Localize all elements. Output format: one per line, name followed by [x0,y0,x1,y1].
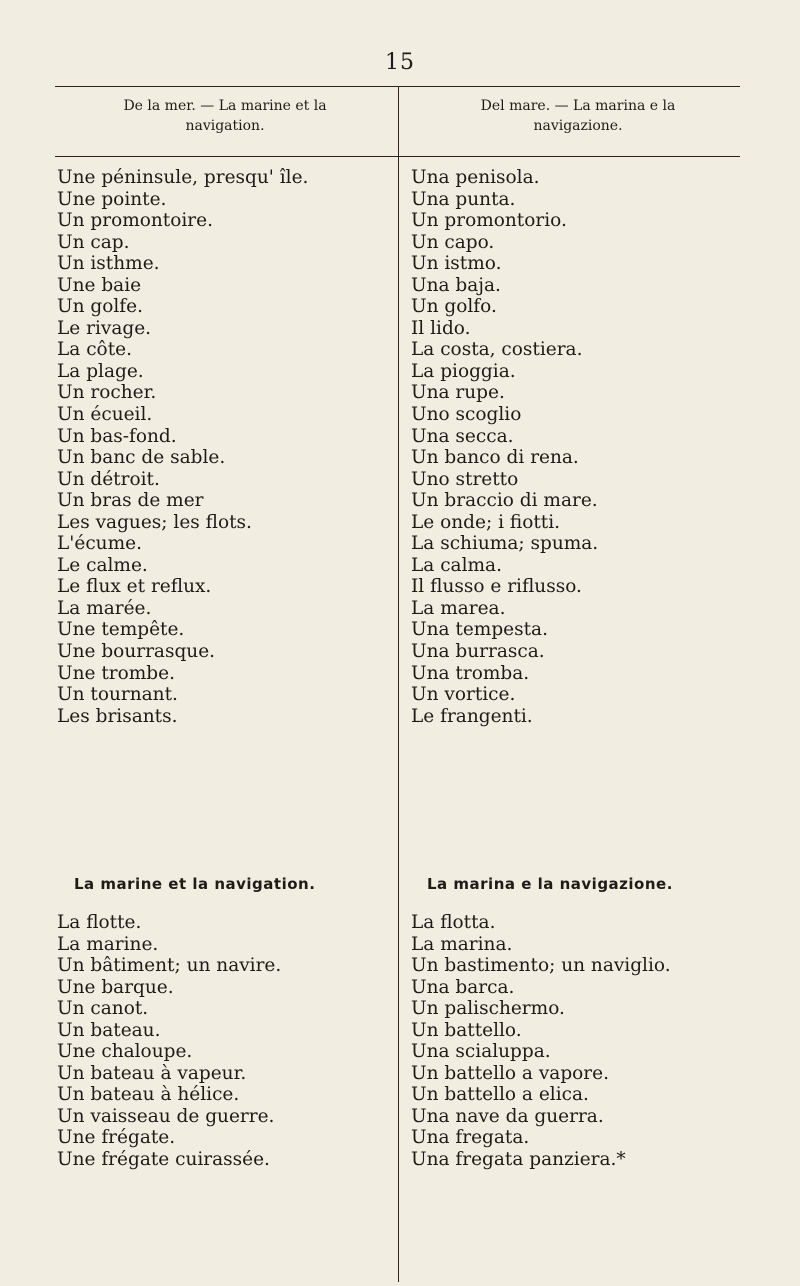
vocabulary-entry: Un palischermo. [411,998,565,1020]
vocabulary-entry: Le flux et reflux. [57,576,212,598]
vocabulary-entry: Uno scoglio [411,404,522,426]
vocabulary-entry: Le frangenti. [411,705,533,727]
vocabulary-entry: Une péninsule, presqu' île. [57,167,309,188]
header-italian-line: Del mare. — La marina e la [480,98,676,114]
vocabulary-entry: La marée. [57,597,152,619]
vocabulary-entry: Une baie [57,274,142,296]
vocabulary-entry: Un banco di rena. [411,447,579,469]
section-heading-italian: La marina e la navigazione. [427,875,673,893]
vocabulary-entry: Una barca. [411,976,515,998]
vocabulary-entry: La flotta. [411,912,496,933]
italian-vocabulary-list-sea [411,167,791,727]
vocabulary-entry: Una fregata panziera.* [411,1149,626,1171]
vocabulary-entry: Una tempesta. [411,619,548,641]
french-vocabulary-list-sea [57,167,437,727]
vocabulary-entry: Un istmo. [411,253,502,275]
vocabulary-entry: La côte. [57,339,132,361]
vocabulary-entry: L'écume. [57,533,142,555]
vocabulary-entry: Un banc de sable. [57,447,226,469]
vocabulary-entry: Un promontoire. [57,210,213,232]
vocabulary-entry: Un bâtiment; un navire. [57,955,282,977]
vocabulary-entry: La plage. [57,360,144,382]
vocabulary-entry: Un bateau. [57,1019,161,1041]
header-italian [418,96,738,136]
vocabulary-entry: Les brisants. [57,705,178,727]
vocabulary-entry: La marea. [411,597,506,619]
vocabulary-entry: Un bas-fond. [57,425,177,447]
page-number: 15 [385,50,415,75]
vocabulary-entry: Una baja. [411,274,501,296]
vocabulary-entry: Une frégate. [57,1127,176,1149]
vocabulary-entry: Un détroit. [57,468,160,490]
vocabulary-entry: Un battello a elica. [411,1084,589,1106]
vocabulary-entry: Una burrasca. [411,641,545,663]
vocabulary-entry: Una nave da guerra. [411,1105,604,1127]
header-french [65,96,385,136]
french-vocabulary-list-navy [57,912,437,1171]
vocabulary-entry: Les vagues; les flots. [57,511,252,533]
italian-vocabulary-list-navy [411,912,791,1171]
vocabulary-entry: La flotte. [57,912,142,933]
vocabulary-entry: Une barque. [57,976,174,998]
vocabulary-entry: Un bras de mer [57,490,204,512]
vocabulary-entry: Un vaisseau de guerre. [57,1105,275,1127]
header-italian-line: navigazione. [533,118,623,134]
vocabulary-entry: Una punta. [411,188,516,210]
vocabulary-entry: Un capo. [411,231,495,253]
vocabulary-entry: Un isthme. [57,253,160,275]
vocabulary-entry: Un bateau à hélice. [57,1084,240,1106]
vocabulary-entry: Un battello. [411,1019,522,1041]
vocabulary-entry: Una rupe. [411,382,505,404]
vocabulary-entry: Il flusso e riflusso. [411,576,582,598]
vocabulary-entry: Un promontorio. [411,210,567,232]
vocabulary-entry: Una tromba. [411,662,530,684]
vocabulary-entry: Un bateau à vapeur. [57,1062,247,1084]
vocabulary-entry: Le calme. [57,554,148,576]
vocabulary-entry: Une frégate cuirassée. [57,1149,270,1171]
section-heading-french: La marine et la navigation. [74,875,316,893]
header-french-line: navigation. [185,118,265,134]
vocabulary-entry: Le rivage. [57,317,152,339]
vocabulary-entry: Il lido. [411,317,471,339]
vocabulary-entry: Une chaloupe. [57,1041,193,1063]
vocabulary-entry: Una fregata. [411,1127,530,1149]
vocabulary-entry: Le onde; i fiotti. [411,511,561,533]
vocabulary-entry: La costa, costiera. [411,339,583,361]
header-french-line: De la mer. — La marine et la [123,98,327,114]
vocabulary-entry: Un rocher. [57,382,157,404]
vocabulary-entry: Una scialuppa. [411,1041,551,1063]
vocabulary-entry: Une tempête. [57,619,185,641]
vocabulary-entry: Uno stretto [411,468,519,490]
vocabulary-entry: Une trombe. [57,662,175,684]
vocabulary-entry: Un battello a vapore. [411,1062,609,1084]
vocabulary-entry: Un écueil. [57,404,153,426]
vocabulary-entry: La pioggia. [411,360,516,382]
vocabulary-entry: Un golfo. [411,296,497,318]
vocabulary-entry: Un braccio di mare. [411,490,598,512]
vocabulary-entry: Un golfe. [57,296,143,318]
vocabulary-entry: Una secca. [411,425,514,447]
vocabulary-entry: La schiuma; spuma. [411,533,599,555]
vocabulary-entry: La calma. [411,554,502,576]
vocabulary-entry: Una penisola. [411,167,540,188]
vocabulary-entry: Un cap. [57,231,130,253]
vocabulary-entry: Un canot. [57,998,149,1020]
vocabulary-entry: Un tournant. [57,684,178,706]
vocabulary-entry: Un vortice. [411,684,516,706]
vocabulary-entry: La marina. [411,933,513,955]
vocabulary-entry: Un bastimento; un naviglio. [411,955,671,977]
vocabulary-entry: Une bourrasque. [57,641,216,663]
vocabulary-entry: Une pointe. [57,188,167,210]
vocabulary-entry: La marine. [57,933,159,955]
